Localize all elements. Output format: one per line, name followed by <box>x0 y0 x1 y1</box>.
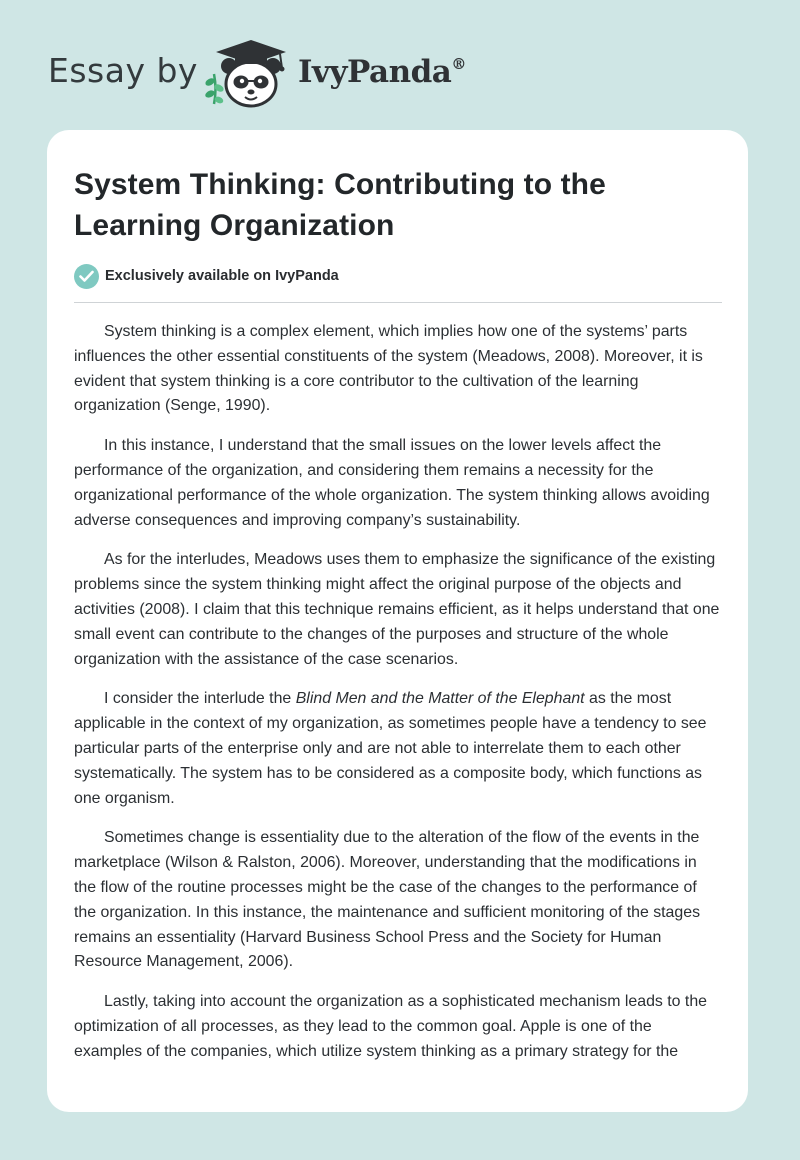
title-divider <box>74 302 722 303</box>
paragraph-text: I consider the interlude the <box>104 690 296 708</box>
interlude-title: Blind Men and the Matter of the Elephant <box>295 690 585 708</box>
paragraph <box>74 687 722 811</box>
site-header <box>48 34 508 114</box>
exclusive-badge <box>74 262 722 290</box>
ivypanda-brand-name[interactable] <box>298 54 466 90</box>
essay-title: System Thinking: Contributing to the Learning Organization <box>74 168 606 242</box>
ivypanda-panda-logo-icon[interactable] <box>202 34 292 110</box>
paragraph: As for the interludes, Meadows uses them to emphasize the significance of the existing problems since the system thinking might affect the original purpose of the objects and activities (2008). I claim that this technique remains efficient, as it helps understand that one small event can contribute to the changes of the purposes and structure of the whole organization with the assistance of the case scenarios. <box>74 551 720 668</box>
brand-text: IvyPanda <box>298 54 452 90</box>
essay-card <box>47 130 748 1112</box>
essay-by-label: Essay by <box>48 51 198 90</box>
essay-body <box>74 320 722 1065</box>
paragraph: Lastly, taking into account the organization as a sophisticated mechanism leads to the optimization of all processes, as they lead to the common goal. Apple is one of the examples of the companies, which utilize system thinking as a primary strategy for the <box>74 993 708 1060</box>
ivy-leaf-icon <box>204 74 225 105</box>
paragraph: Sometimes change is essentiality due to the alteration of the flow of the events in the marketplace (Wilson & Ralston, 2006). Moreover, understanding that the modifications in the flow of the routine processes might be the case of the changes to the performance of the organization. In this instance, the maintenance and sufficient monitoring of the stages remains an essentiality (Harvard Business School Press and the Society for Human Resource Management, 2006). <box>74 829 701 971</box>
paragraph-text: as the most applicable in the context of my organization, as sometimes people have a tendency to see particular parts of the enterprise only and are not able to interrelate them to each other systematically. The system has to be considered as a composite body, which functions as one organism. <box>74 690 707 807</box>
paragraph: System thinking is a complex element, which implies how one of the systems’ parts influences the other essential constituents of the system (Meadows, 2008). Moreover, it is evident that system thinking is a core contributor to the cultivation of the learning organization (Senge, 1990). <box>74 323 703 415</box>
essay-content <box>74 164 722 1080</box>
paragraph: In this instance, I understand that the small issues on the lower levels affect the performance of the organization, and considering them remains a necessity for the organizational performance of the whole organization. The system thinking allows avoiding adverse consequences and improving company’s sustainability. <box>74 437 710 529</box>
registered-mark: ® <box>451 54 466 73</box>
exclusive-label: Exclusively available on IvyPanda <box>105 268 339 284</box>
check-icon <box>74 264 99 289</box>
